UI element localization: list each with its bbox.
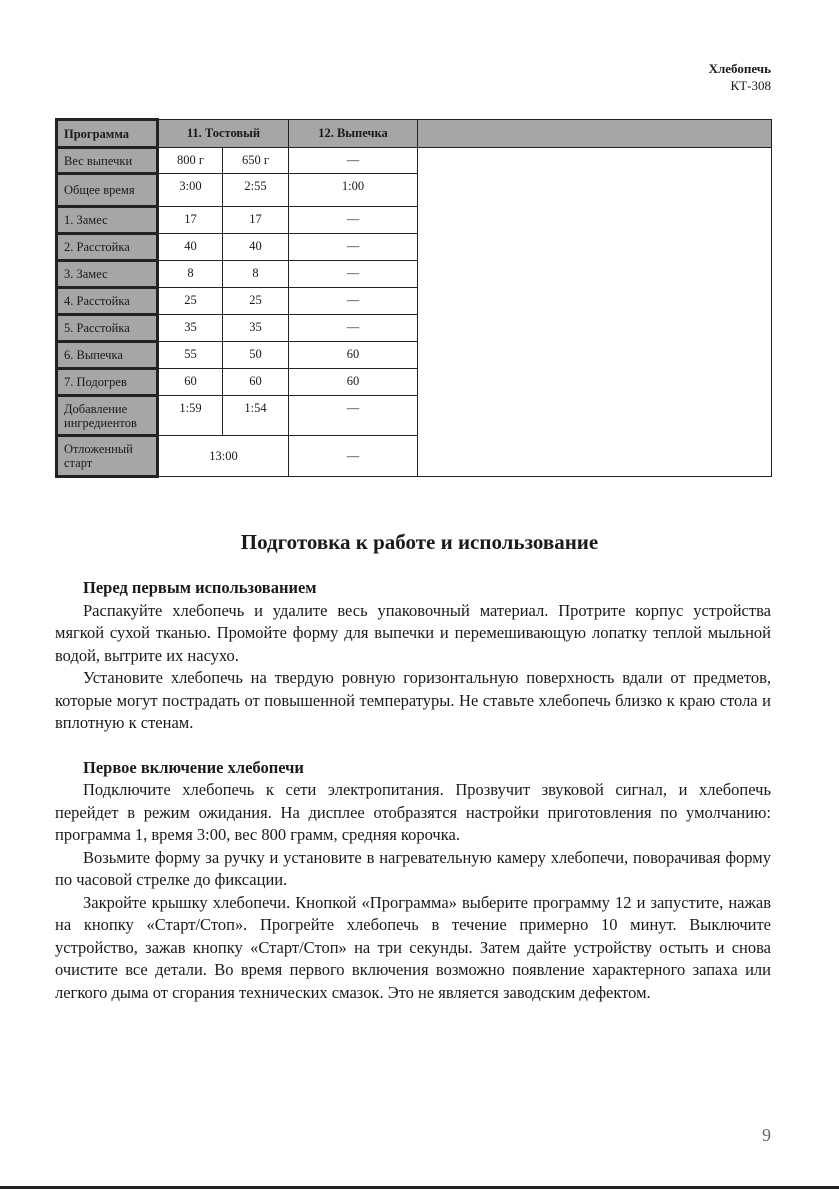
row-label: 3. Замес [57, 261, 158, 288]
header-model: КТ-308 [730, 78, 771, 93]
row-label: 2. Расстойка [57, 234, 158, 261]
header-program-12: 12. Выпечка [289, 120, 418, 148]
cell-value: — [289, 315, 418, 342]
paragraph: Распакуйте хлебопечь и удалите весь упаковочный материал. Протрите корпус устройства мягкой сухой тканью. Промойте форму для выпечки и перемешивающую лопатку теплой мыльной водой, вытрите их насухо. [55, 600, 771, 665]
cell-value: — [289, 234, 418, 261]
section-title: Подготовка к работе и использование [240, 530, 599, 554]
paragraph: Закройте крышку хлебопечи. Кнопкой «Программа» выберите программу 12 и запустите, нажав на кнопку «Старт/Стоп». Прогрейте хлебопечь в течение примерно 10 минут. Выключите устройство, зажав кнопку «Старт/Стоп» на три секунды. Затем дайте устройству остыть и снова очистите все детали. Во время первого включения возможно появление характерного запаха или легкого дыма от сгорания технических смазок. Это не является заводским дефектом. [55, 892, 771, 1002]
cell-value: 1:00 [289, 174, 418, 207]
cell-value: — [289, 396, 418, 436]
cell-value: 25 [223, 288, 289, 315]
header-program-11: 11. Тостовый [158, 120, 289, 148]
program-table [55, 118, 772, 478]
cell-value: 40 [158, 234, 223, 261]
row-label: 5. Расстойка [57, 315, 158, 342]
cell-value: 25 [158, 288, 223, 315]
cell-value: 50 [223, 342, 289, 369]
cell-value: — [289, 148, 418, 174]
header-empty-cell [418, 120, 772, 148]
cell-value: — [289, 261, 418, 288]
cell-value: 60 [289, 369, 418, 396]
row-label: 6. Выпечка [57, 342, 158, 369]
row-label: Добавление ингредиентов [57, 396, 158, 436]
cell-value: 35 [158, 315, 223, 342]
cell-value: 3:00 [158, 174, 223, 207]
cell-value: 40 [223, 234, 289, 261]
empty-area [418, 148, 772, 477]
row-label: 7. Подогрев [57, 369, 158, 396]
table-row [57, 148, 772, 174]
row-label: Вес выпечки [57, 148, 158, 174]
paragraph: Установите хлебопечь на твердую ровную горизонтальную поверхность вдали от предметов, которые могут пострадать от повышенной температуры. Не ставьте хлебопечь близко к краю стола и вплотную к стенам. [55, 668, 771, 732]
cell-value: — [289, 288, 418, 315]
table-header-row [57, 120, 772, 148]
row-label: Отложенный старт [57, 436, 158, 477]
cell-value: 8 [223, 261, 289, 288]
cell-value: 650 г [223, 148, 289, 174]
body-text [55, 577, 771, 1004]
cell-value: — [289, 207, 418, 234]
paragraph: Подключите хлебопечь к сети электропитания. Прозвучит звуковой сигнал, и хлебопечь перейдет в режим ожидания. На дисплее отобразятся настройки приготовления по умолчанию: программа 1, время 3:00, вес 800 грамм, средняя корочка. [55, 780, 771, 844]
cell-value: 1:59 [158, 396, 223, 436]
cell-value: 60 [289, 342, 418, 369]
cell-value: — [289, 436, 418, 477]
cell-value: 13:00 [158, 436, 289, 477]
cell-value: 60 [158, 369, 223, 396]
row-label: 4. Расстойка [57, 288, 158, 315]
row-label: Общее время [57, 174, 158, 207]
subheading-first-use: Перед первым использованием [83, 578, 317, 597]
cell-value: 8 [158, 261, 223, 288]
cell-value: 35 [223, 315, 289, 342]
page-header [709, 60, 771, 94]
cell-value: 2:55 [223, 174, 289, 207]
cell-value: 60 [223, 369, 289, 396]
cell-value: 55 [158, 342, 223, 369]
cell-value: 800 г [158, 148, 223, 174]
cell-value: 1:54 [223, 396, 289, 436]
page-number: 9 [762, 1125, 771, 1145]
cell-value: 17 [158, 207, 223, 234]
paragraph: Возьмите форму за ручку и установите в нагревательную камеру хлебопечи, поворачивая форму по часовой стрелке до фиксации. [55, 847, 771, 889]
cell-value: 17 [223, 207, 289, 234]
row-label: 1. Замес [57, 207, 158, 234]
subheading-first-on: Первое включение хлебопечи [83, 757, 304, 777]
header-program: Программа [57, 120, 158, 148]
header-brand: Хлебопечь [708, 61, 771, 76]
